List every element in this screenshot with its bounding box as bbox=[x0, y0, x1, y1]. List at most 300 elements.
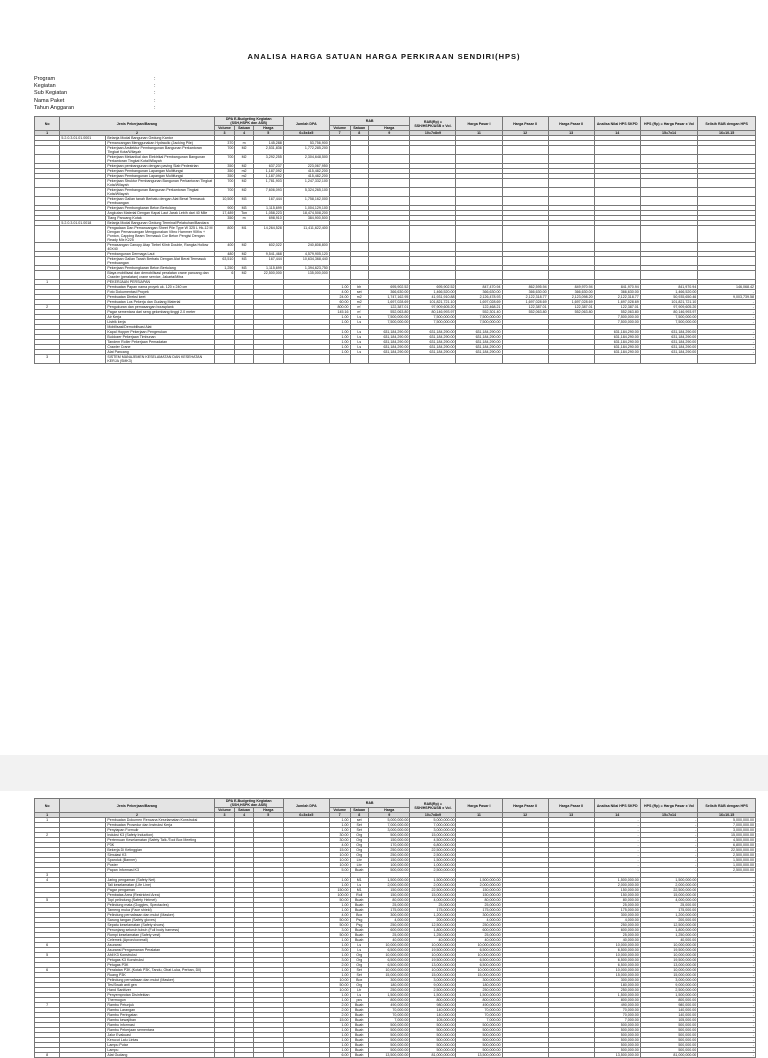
row-hps-total: 7,500,000.00 bbox=[640, 315, 698, 320]
row-rab-price: 300,000.00 bbox=[368, 913, 409, 918]
header-pasar-1: Harga Pasar I bbox=[456, 117, 502, 131]
row-no: 4 bbox=[35, 878, 60, 883]
row-market-price-2 bbox=[502, 155, 548, 164]
row-dpa-unit: M2 bbox=[235, 252, 253, 257]
row-hps-analysis: 500,000.00 bbox=[594, 1038, 640, 1043]
row-market-price-1: 500,000.00 bbox=[456, 1043, 502, 1048]
header-rab-harga: Harga bbox=[368, 126, 409, 131]
row-difference: - bbox=[698, 320, 756, 325]
row-rab-price: 500,000.00 bbox=[368, 1048, 409, 1053]
row-market-price-1: 10,000,000.00 bbox=[456, 953, 502, 958]
row-rab-unit: Buah bbox=[350, 898, 368, 903]
row-description: Pekerjaan Pembangunan Bangunan Perkantoran Tingkat Kota/Wilayah bbox=[106, 188, 214, 197]
row-description: Tali keselamatan (Life Line) bbox=[106, 883, 214, 888]
row-rab-total: 1,000,000.00 bbox=[410, 863, 456, 868]
table-row bbox=[35, 146, 756, 155]
row-hps-analysis: 1,697,028.69 bbox=[594, 300, 640, 305]
row-hps-analysis: 366,630.00 bbox=[594, 290, 640, 295]
row-rab-unit: Roll bbox=[350, 893, 368, 898]
row-hps-total: 101,821,721.10 bbox=[640, 300, 698, 305]
column-index: 3 bbox=[214, 131, 235, 136]
row-rab-price: 6,500,000.00 bbox=[368, 948, 409, 953]
row-market-price-1: 7,500,000.00 bbox=[456, 315, 502, 320]
row-dpa-price: 1,115,699 bbox=[253, 266, 283, 271]
row-rab-unit: Ltr bbox=[350, 988, 368, 993]
row-hps-total bbox=[640, 155, 698, 164]
row-market-price-1: 175,000.00 bbox=[456, 908, 502, 913]
row-hps-analysis: 40,000.00 bbox=[594, 938, 640, 943]
row-hps-analysis bbox=[594, 243, 640, 252]
column-index: 6=3x4x5 bbox=[283, 131, 329, 136]
row-hps-total: - bbox=[640, 833, 698, 838]
row-difference: - bbox=[698, 305, 756, 310]
row-rab-total: 19,500,000.00 bbox=[410, 958, 456, 963]
row-difference: - bbox=[698, 948, 756, 953]
row-market-price-3: 366,630.00 bbox=[548, 290, 594, 295]
row-dpa-volume: 17,489 bbox=[214, 211, 235, 216]
header-rab-rp: RAB(Rp) = SSH/HSPK/ASB x Vol. bbox=[410, 117, 456, 131]
meta-block bbox=[34, 76, 156, 112]
row-hps-total: 19,500,000.00 bbox=[640, 958, 698, 963]
row-rab-price: 70,000.00 bbox=[368, 1008, 409, 1013]
row-hps-total: 105,000.00 bbox=[640, 1018, 698, 1023]
row-hps-analysis: - bbox=[594, 818, 640, 823]
row-description: Rambu Larangan bbox=[106, 1008, 214, 1013]
row-rab-price: 4,000.00 bbox=[368, 918, 409, 923]
row-dpa-volume: 10,500 bbox=[214, 197, 235, 206]
row-hps-total bbox=[640, 271, 698, 280]
row-hps-analysis: - bbox=[594, 848, 640, 853]
row-rab-volume: 1.00 bbox=[329, 1038, 350, 1043]
column-index: 10=7x8x9 bbox=[410, 131, 456, 136]
row-hps-total: 140,000.00 bbox=[640, 1013, 698, 1018]
row-difference: - bbox=[698, 973, 756, 978]
row-rab-volume: 1.00 bbox=[329, 1028, 350, 1033]
row-rab-price: 3,000,000.00 bbox=[368, 828, 409, 833]
row-market-price-1: 500,000.00 bbox=[456, 1038, 502, 1043]
row-dpa-volume: 480 bbox=[214, 252, 235, 257]
row-market-price-1: 1,697,028.69 bbox=[456, 300, 502, 305]
row-market-price-2 bbox=[502, 179, 548, 188]
row-rab-total: 97,909,605.20 bbox=[410, 305, 456, 310]
row-market-price-1: 15,000,000.00 bbox=[456, 973, 502, 978]
header-jumlah-dpa: Jumlah DPA bbox=[283, 799, 329, 813]
meta-sep: : bbox=[154, 97, 156, 104]
row-difference bbox=[698, 146, 756, 155]
row-dpa-price: 167,444 bbox=[253, 197, 283, 206]
row-rab-unit: bh bbox=[350, 285, 368, 290]
row-dpa-price: 14,264,528 bbox=[253, 226, 283, 243]
row-rab-unit: Ls bbox=[350, 993, 368, 998]
row-hps-analysis: 2,000,000.00 bbox=[594, 883, 640, 888]
column-index: 16=10-15 bbox=[698, 813, 756, 818]
header-dpa: DPA E-Budgeting Kegiatan (SSH,HSPK dan ASB) bbox=[214, 799, 283, 808]
row-rab-price: 631,184,290.00 bbox=[368, 335, 409, 340]
row-rab-volume: 6.00 bbox=[329, 1053, 350, 1058]
row-rab-unit: Set bbox=[350, 823, 368, 828]
header-jenis: Jenis Pekerjaan/Barang bbox=[60, 117, 214, 131]
row-rab-price: 40,000.00 bbox=[368, 938, 409, 943]
row-dpa-price: 2,531,836 bbox=[253, 146, 283, 155]
row-rab-volume: 24.00 bbox=[329, 295, 350, 300]
row-rab-price: 500,000.00 bbox=[368, 1023, 409, 1028]
row-difference: - bbox=[698, 963, 756, 968]
row-rab-total: 15,000,000.00 bbox=[410, 973, 456, 978]
row-rab-unit: Buah bbox=[350, 1043, 368, 1048]
row-rab-price: 250,000.00 bbox=[368, 853, 409, 858]
row-rab-total bbox=[410, 179, 456, 188]
row-market-price-1: 631,184,290.00 bbox=[456, 335, 502, 340]
row-hps-total: - bbox=[640, 858, 698, 863]
row-rab-volume: 50.00 bbox=[329, 923, 350, 928]
row-difference: 1,500,000.00 bbox=[698, 858, 756, 863]
row-rab-volume: 2.00 bbox=[329, 1013, 350, 1018]
row-description: Alat Pancang bbox=[106, 350, 214, 355]
row-rab-total: 500,000.00 bbox=[410, 1033, 456, 1038]
row-rab-volume: 1.00 bbox=[329, 908, 350, 913]
row-hps-total: 10,000,000.00 bbox=[640, 953, 698, 958]
row-no bbox=[35, 197, 60, 206]
row-rab-volume: 3.00 bbox=[329, 958, 350, 963]
row-rab-volume bbox=[329, 355, 350, 364]
row-dpa-volume: 700 bbox=[214, 155, 235, 164]
row-hps-total: 1,466,520.00 bbox=[640, 290, 698, 295]
row-market-price-1: 600,000.00 bbox=[456, 928, 502, 933]
meta-row bbox=[34, 83, 156, 90]
row-market-price-3: 122,387.01 bbox=[548, 305, 594, 310]
row-difference bbox=[698, 355, 756, 364]
row-market-price-1: 631,184,290.00 bbox=[456, 345, 502, 350]
row-market-price-2: 862,595.94 bbox=[502, 285, 548, 290]
row-rab-price: 631,184,290.00 bbox=[368, 350, 409, 355]
row-rab-unit: Ls bbox=[350, 883, 368, 888]
header-selisih: Selisih RAB dengan HPS bbox=[698, 117, 756, 131]
row-dpa-volume: 350 bbox=[214, 174, 235, 179]
row-hps-total: 1,250,000.00 bbox=[640, 933, 698, 938]
row-difference: - bbox=[698, 1013, 756, 1018]
row-rab-volume: 30.00 bbox=[329, 838, 350, 843]
row-rab-volume: 5.00 bbox=[329, 868, 350, 873]
row-rab-unit: pcs bbox=[350, 998, 368, 1003]
row-hps-total bbox=[640, 146, 698, 155]
row-hps-analysis: 490,000.00 bbox=[594, 1003, 640, 1008]
column-index: 3 bbox=[214, 813, 235, 818]
row-description: Sepatu keselamatan (Safety shoes) bbox=[106, 923, 214, 928]
header-hps: HPS (Rp) = Harga Pasar x Vol bbox=[640, 117, 698, 131]
row-hps-analysis bbox=[594, 179, 640, 188]
row-description: Pembuatan Direksi keet bbox=[106, 295, 214, 300]
row-rab-price: 366,630.00 bbox=[368, 290, 409, 295]
row-difference: - bbox=[698, 1038, 756, 1043]
row-rab-total: 175,000.00 bbox=[410, 908, 456, 913]
row-hps-analysis: 500,000.00 bbox=[594, 1033, 640, 1038]
hps-table-page-2 bbox=[34, 798, 756, 1058]
row-rab-total: 10,000,000.00 bbox=[410, 943, 456, 948]
row-hps-total: 631,184,290.00 bbox=[640, 330, 698, 335]
row-rab-total: 6,800,000.00 bbox=[410, 843, 456, 848]
row-market-price-2 bbox=[502, 197, 548, 206]
row-rab-unit: Ls bbox=[350, 315, 368, 320]
row-rab-price: 80,000.00 bbox=[368, 898, 409, 903]
row-description: Pekerjaan Pembongkaran Beton Bertulang bbox=[106, 206, 214, 211]
row-rab-volume: 10.00 bbox=[329, 978, 350, 983]
row-description: Rambu kewajiban bbox=[106, 1018, 214, 1023]
row-rab-total: 81,000,000.00 bbox=[410, 1053, 456, 1058]
row-code bbox=[60, 188, 106, 197]
row-rab-price: 25,000.00 bbox=[368, 933, 409, 938]
row-hps-analysis: 500,000.00 bbox=[594, 1043, 640, 1048]
row-dpa-total bbox=[283, 1053, 329, 1058]
row-market-price-1 bbox=[456, 243, 502, 252]
row-difference: - bbox=[698, 1003, 756, 1008]
row-rab-volume: 10.00 bbox=[329, 863, 350, 868]
row-rab-volume: 1.00 bbox=[329, 1043, 350, 1048]
row-dpa-total: 240,808,800 bbox=[283, 243, 329, 252]
meta-sep: : bbox=[154, 104, 156, 111]
row-dpa-total: 1,394,623,750 bbox=[283, 266, 329, 271]
row-description: Pekerjaan Pembongkaran Beton Bertulang bbox=[106, 266, 214, 271]
row-rab-price: 7,500,000.00 bbox=[368, 320, 409, 325]
row-rab-volume bbox=[329, 243, 350, 252]
row-market-price-2: 2,122,318.77 bbox=[502, 295, 548, 300]
row-rab-total bbox=[410, 146, 456, 155]
column-index: 8 bbox=[350, 813, 368, 818]
row-dpa-total: 4,579,905,120 bbox=[283, 252, 329, 257]
row-rab-total: 10,000,000.00 bbox=[410, 968, 456, 973]
row-rab-total: 500,000.00 bbox=[410, 1028, 456, 1033]
row-hps-analysis: 15,000,000.00 bbox=[594, 973, 640, 978]
row-rab-price: 150,000.00 bbox=[368, 893, 409, 898]
row-hps-analysis: 500,000.00 bbox=[594, 1048, 640, 1053]
row-rab-volume bbox=[329, 179, 350, 188]
row-market-price-1: 40,000.00 bbox=[456, 938, 502, 943]
row-difference: - bbox=[698, 913, 756, 918]
row-description: PEKERJAAN PERSIAPAN bbox=[106, 280, 214, 285]
row-description: Pekerjaan Arsitektur Pembangunan Bangunan Perkantoran Tingkat Kota/Wilayah bbox=[106, 146, 214, 155]
row-no: 8 bbox=[35, 1053, 60, 1058]
row-rab-unit: Ls bbox=[350, 335, 368, 340]
row-description: Thermogun bbox=[106, 998, 214, 1003]
row-market-price-3 bbox=[548, 155, 594, 164]
row-difference: - bbox=[698, 968, 756, 973]
row-market-price-1: 500,000.00 bbox=[456, 1028, 502, 1033]
row-rab-unit: Ls bbox=[350, 340, 368, 345]
row-market-price-1: 2,000,000.00 bbox=[456, 883, 502, 888]
row-rab-price: 100,000.00 bbox=[368, 863, 409, 868]
row-rab-total: 2,500,000.00 bbox=[410, 853, 456, 858]
column-index: 15=7x14 bbox=[640, 131, 698, 136]
row-rab-volume: 1.00 bbox=[329, 823, 350, 828]
row-no: 5 bbox=[35, 898, 60, 903]
row-description: Lampu bbox=[106, 1048, 214, 1053]
row-rab-total: 500,000.00 bbox=[410, 1038, 456, 1043]
row-dpa-unit: M1 bbox=[235, 226, 253, 243]
row-description: Pembangunan Dermaga Laut bbox=[106, 252, 214, 257]
row-difference: - bbox=[698, 330, 756, 335]
row-rab-volume: 50.00 bbox=[329, 898, 350, 903]
row-rab-unit: Org bbox=[350, 958, 368, 963]
row-dpa-unit: m2 bbox=[235, 169, 253, 174]
row-rab-price: 552,063.80 bbox=[368, 310, 409, 315]
row-hps-analysis: - bbox=[594, 858, 640, 863]
row-hps-total: 175,000.00 bbox=[640, 908, 698, 913]
row-description: Celemek (Apron/coverall) bbox=[106, 938, 214, 943]
row-rab-unit bbox=[350, 226, 368, 243]
row-rab-price: 500,000.00 bbox=[368, 1028, 409, 1033]
header-rab: RAB bbox=[329, 799, 410, 808]
row-rab-unit: Lbr bbox=[350, 858, 368, 863]
row-code bbox=[60, 146, 106, 155]
row-hps-total: - bbox=[640, 843, 698, 848]
row-hps-analysis: 552,063.80 bbox=[594, 310, 640, 315]
row-dpa-total: 1,247,332,100 bbox=[283, 179, 329, 188]
row-rab-volume: 1.00 bbox=[329, 345, 350, 350]
row-no: 1 bbox=[35, 280, 60, 285]
row-no: 6 bbox=[35, 968, 60, 973]
row-hps-total: 4,000,000.00 bbox=[640, 898, 698, 903]
row-rab-price: 180,000.00 bbox=[368, 983, 409, 988]
row-rab-unit: Ls bbox=[350, 320, 368, 325]
row-difference: - bbox=[698, 1008, 756, 1013]
row-hps-analysis: 250,000.00 bbox=[594, 988, 640, 993]
row-market-price-1: 10,000,000.00 bbox=[456, 968, 502, 973]
row-rab-total: 2,500,000.00 bbox=[410, 868, 456, 873]
column-index: 10=7x8x9 bbox=[410, 813, 456, 818]
row-rab-price: 7,000.00 bbox=[368, 1018, 409, 1023]
row-dpa-volume: 370 bbox=[214, 141, 235, 146]
row-market-price-1: 4,000.00 bbox=[456, 918, 502, 923]
row-rab-total: 22,500,000.00 bbox=[410, 848, 456, 853]
row-rab-price: 631,184,290.00 bbox=[368, 345, 409, 350]
row-market-price-1: 6,500,000.00 bbox=[456, 963, 502, 968]
row-rab-total: 4,500,000.00 bbox=[410, 838, 456, 843]
row-rab-unit bbox=[350, 355, 368, 364]
column-index: 6=3x4x5 bbox=[283, 813, 329, 818]
row-rab-unit: m' bbox=[350, 305, 368, 310]
row-hps-total: 500,000.00 bbox=[640, 1033, 698, 1038]
row-difference: - bbox=[698, 978, 756, 983]
row-rab-total bbox=[410, 355, 456, 364]
row-dpa-price: 9,541,468 bbox=[253, 252, 283, 257]
row-hps-total: 980,000.00 bbox=[640, 1003, 698, 1008]
row-description: Biaya mobilisasi dan demobilisasi peralatan crane pancang dan Crawler (peralatan) crane service, Jakarta/Mitra bbox=[106, 271, 214, 280]
row-difference: - bbox=[698, 1023, 756, 1028]
row-rab-volume: 2.00 bbox=[329, 963, 350, 968]
row-rab-price bbox=[368, 355, 409, 364]
row-rab-volume: 4.00 bbox=[329, 843, 350, 848]
row-market-price-3 bbox=[548, 1053, 594, 1058]
row-no: 7 bbox=[35, 1003, 60, 1008]
header-analisa: Analisa Nilai HPS SKPD bbox=[594, 799, 640, 813]
row-market-price-1: 2,126,478.93 bbox=[456, 295, 502, 300]
table-row bbox=[35, 243, 756, 252]
row-hps-analysis: 10,000,000.00 bbox=[594, 968, 640, 973]
row-market-price-1: 180,000.00 bbox=[456, 983, 502, 988]
row-hps-total: 500,000.00 bbox=[640, 1038, 698, 1043]
row-hps-analysis: 175,000.00 bbox=[594, 908, 640, 913]
row-description: Pemasangan Canopy Atap Tiebel Klinb Double, Rangka Hollow 40X40 bbox=[106, 243, 214, 252]
row-rab-volume: 1.00 bbox=[329, 968, 350, 973]
row-difference: - bbox=[698, 943, 756, 948]
row-hps-total: 80,146,993.97 bbox=[640, 310, 698, 315]
row-market-price-1: 1,500,000.00 bbox=[456, 993, 502, 998]
row-rab-unit: Ls bbox=[350, 948, 368, 953]
row-hps-total: - bbox=[640, 848, 698, 853]
row-description: Pembuatan Dokumen Rencana Keselamatan Konstruksi bbox=[106, 818, 214, 823]
row-market-price-1: 552,301.40 bbox=[456, 310, 502, 315]
row-description: Pekerjaan Pembangunan Lapangan Multifungsi bbox=[106, 174, 214, 179]
row-rab-volume: 3.00 bbox=[329, 948, 350, 953]
row-hps-total: 13,000,000.00 bbox=[640, 963, 698, 968]
table-row bbox=[35, 271, 756, 280]
row-code bbox=[60, 271, 106, 280]
row-rab-unit: Buah bbox=[350, 938, 368, 943]
row-market-price-3 bbox=[548, 271, 594, 280]
row-description: Lampu Putar bbox=[106, 1043, 214, 1048]
row-no bbox=[35, 271, 60, 280]
row-code bbox=[60, 179, 106, 188]
row-difference: - bbox=[698, 998, 756, 1003]
row-difference: 1,000,000.00 bbox=[698, 863, 756, 868]
row-hps-total: 800,000.00 bbox=[640, 998, 698, 1003]
meta-label: Program bbox=[34, 76, 56, 82]
row-difference: - bbox=[698, 1043, 756, 1048]
row-dpa-price: 1,781,903 bbox=[253, 179, 283, 188]
row-dpa-price: 22,500,000 bbox=[253, 271, 283, 280]
row-market-price-1: 800,000.00 bbox=[456, 998, 502, 1003]
row-difference: 5,000,000.00 bbox=[698, 818, 756, 823]
row-dpa-total: 10,634,368,440 bbox=[283, 257, 329, 266]
row-hps-analysis: - bbox=[594, 868, 640, 873]
row-dpa-unit bbox=[235, 355, 253, 364]
row-hps-total: 200,000.00 bbox=[640, 918, 698, 923]
row-hps-total: 3,000,000.00 bbox=[640, 978, 698, 983]
row-hps-analysis: 4,000.00 bbox=[594, 918, 640, 923]
row-dpa-price bbox=[253, 1053, 283, 1058]
row-rab-unit: Buah bbox=[350, 1008, 368, 1013]
row-rab-total: 15,000,000.00 bbox=[410, 893, 456, 898]
row-rab-total: 1,250,000.00 bbox=[410, 933, 456, 938]
row-rab-price: 170,000.00 bbox=[368, 843, 409, 848]
row-description: Pembuatan Prosedur dan Instruksi Kerja bbox=[106, 823, 214, 828]
row-rab-total: 695,902.52 bbox=[410, 285, 456, 290]
header-no: No bbox=[35, 117, 60, 131]
row-dpa-unit: M3 bbox=[235, 266, 253, 271]
row-hps-total: 12,500,000.00 bbox=[640, 923, 698, 928]
row-no: 3 bbox=[35, 873, 60, 878]
row-rab-total: 631,184,290.00 bbox=[410, 350, 456, 355]
row-difference: - bbox=[698, 315, 756, 320]
meta-row bbox=[34, 98, 156, 105]
row-description: Petugas P3K bbox=[106, 963, 214, 968]
table-row bbox=[35, 226, 756, 243]
row-rab-unit: Psg bbox=[350, 918, 368, 923]
row-description: Pertemuan Keselamatan (Safety Talk /Tool Box Meeting bbox=[106, 838, 214, 843]
header-rab-satuan: Satuan bbox=[350, 126, 368, 131]
row-code bbox=[60, 243, 106, 252]
row-rab-volume: 10.00 bbox=[329, 853, 350, 858]
row-market-price-1: 500,000.00 bbox=[456, 1033, 502, 1038]
column-index: 15=7x14 bbox=[640, 813, 698, 818]
row-rab-total: 7,500,000.00 bbox=[410, 320, 456, 325]
row-dpa-total: 1,758,162,000 bbox=[283, 197, 329, 206]
row-dpa-total: 2,304,648,500 bbox=[283, 155, 329, 164]
row-hps-analysis bbox=[594, 155, 640, 164]
row-hps-analysis: 300,000.00 bbox=[594, 978, 640, 983]
row-rab-price bbox=[368, 146, 409, 155]
row-rab-unit: set bbox=[350, 818, 368, 823]
row-rab-total: 500,000.00 bbox=[410, 1023, 456, 1028]
